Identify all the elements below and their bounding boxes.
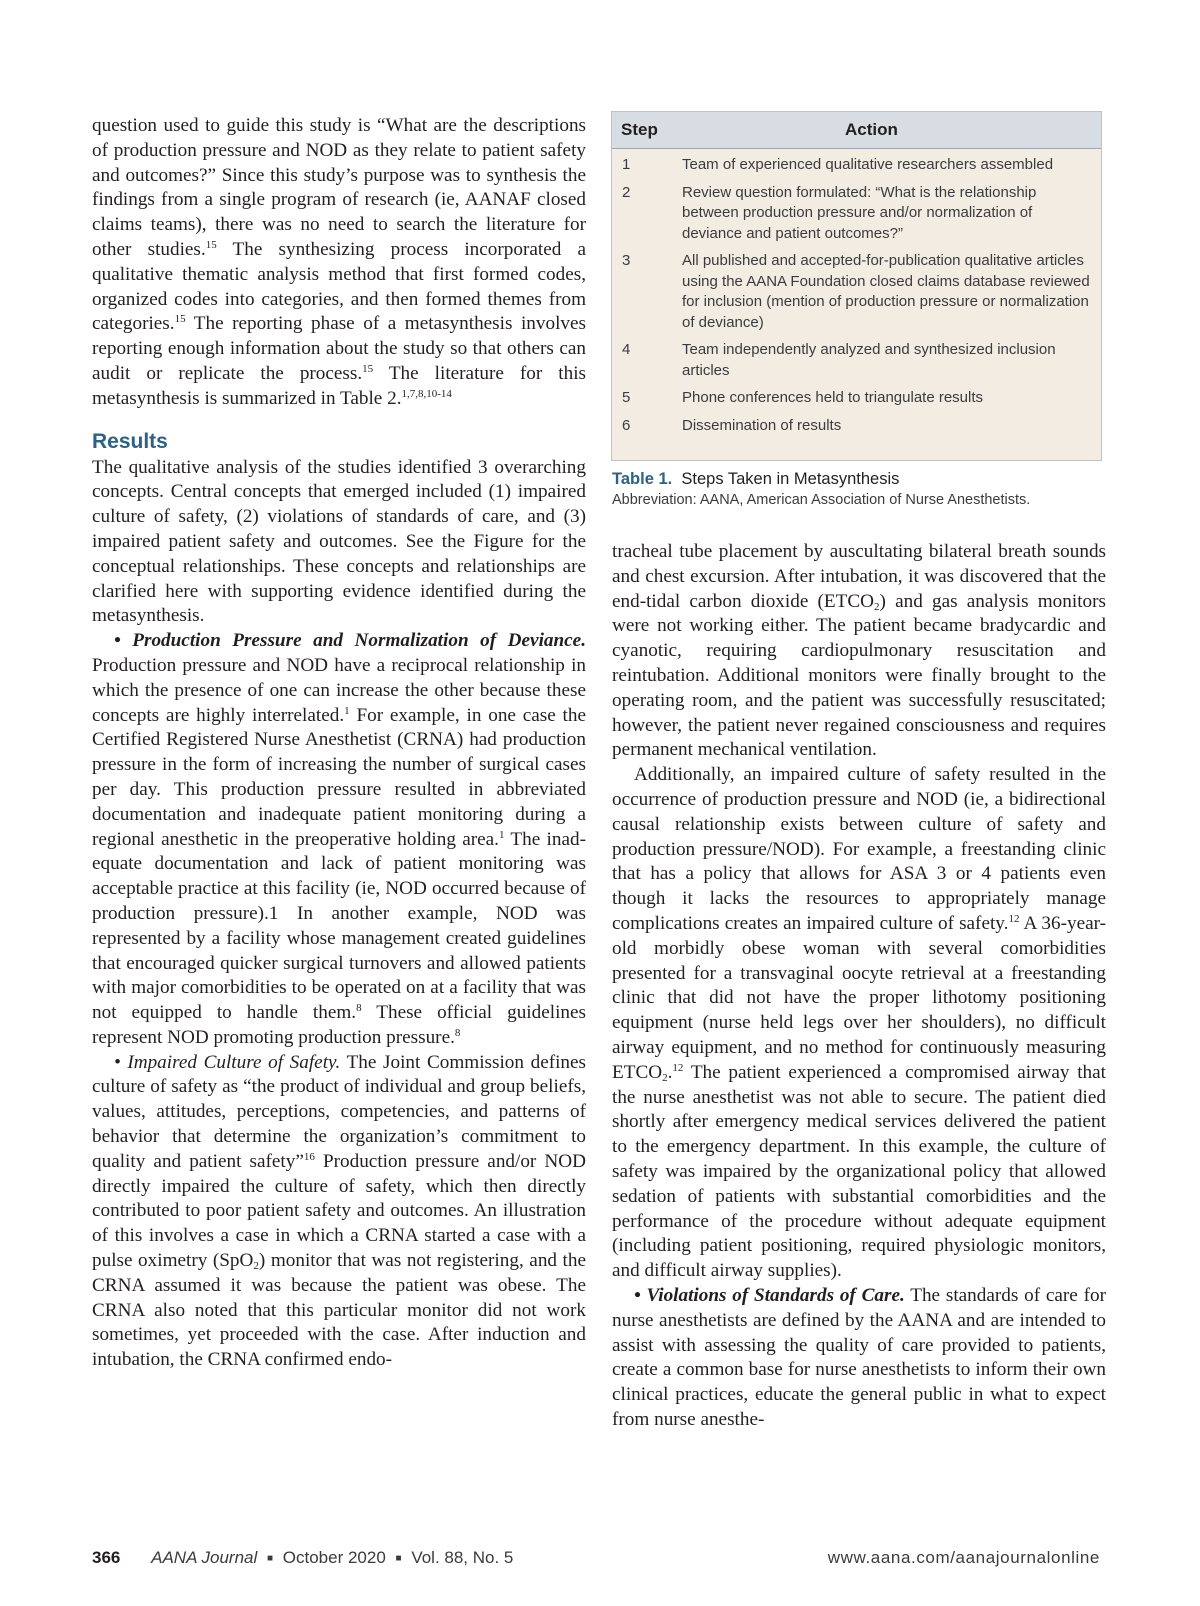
- table-row: [612, 155, 1101, 176]
- page-footer: [92, 1548, 1100, 1572]
- table-header: [612, 112, 1101, 149]
- step-number: 1: [622, 156, 631, 173]
- production-pressure-paragraph: • Production Pressure and Normalization of Deviance. Production pressure and NOD have a reciprocal relationship in which the presence of one can increase the other because these concepts are highly interrelated.$^1$ For example, in one case the Certified Registered Nurse Anesthetist (CRNA) had production pressure in the form of increasing the number of surgical cases per day. This production pressure resulted in abbreviated documentation and inadequate patient monitoring during a regional anesthetic in the preoperative holding area.$^1$ The inadequate documentation and lack of patient monitoring was acceptable practice at this facility (ie, NOD occurred because of production pressure).1 In another example, NOD was represented by a facility whose management created guidelines that encouraged quicker surgical turnovers and allowed patients with major comorbidities to be operated on at a facility that was not equipped to handle them.$^8$ These official guidelines represent NOD promoting production pressure.$^8$: [92, 630, 586, 1048]
- header-action: Action: [845, 120, 898, 139]
- step-number: 6: [622, 416, 631, 434]
- separator-icon: ■: [267, 1553, 274, 1564]
- step-number: 4: [622, 341, 631, 358]
- results-paragraph: The qualitative analysis of the studies identified 3 overarching concepts. Central concepts that emerged included (1) impaired culture of safety, (2) violations of standards of care, and (3) impaired patient safety and outcomes. See the Figure for the conceptual relationships. These concepts and relationships are clarified here with supporting evidence identified during the metasynthesis.: [92, 456, 586, 627]
- left-column: [92, 114, 586, 1373]
- intro-paragraph: question used to guide this study is “What are the descriptions of production pressure and NOD as they relate to patient safety and outcomes?” Since this study’s purpose was to synthesis the findings from a single program of research (ie, AANAF closed claims teams), there was no need to search the literature for other studies.$^{15}$ The synthesizing process incorporated a qualitative thematic analysis method that first formed codes, organized codes into categories, and then formed themes from categories.$^{15}$ The reporting phase of a metasynthesis involves reporting enough information about the study so that others can audit or replicate the process.$^{15}$ The literature for this metasynthesis is summarized in Table 2.$^{1,7,8,10-14}$: [92, 115, 586, 409]
- table-row: [612, 251, 1101, 333]
- page-number: 366: [92, 1548, 121, 1567]
- separator-icon: ■: [395, 1553, 402, 1564]
- results-heading: Results: [92, 429, 168, 453]
- table-caption: [612, 470, 1132, 508]
- bidirectional-paragraph: Additionally, an impaired culture of safety resulted in the occurrence of production pressure and NOD (ie, a bidirectional causal relationship exists between culture of safety and production pressure/NOD). For example, a freestanding clinic that has a policy that allows for ASA 3 or 4 patients even though it lacks the resources to appropriately manage complications creates an impaired culture of safety.$^{12}$ A 36-year-old morbidly obese woman with several comorbidities presented for a transvaginal oocyte retrieval at a freestanding clinic that did not have the proper lithotomy positioning equipment (nurse held legs over her shoulders), no difficult airway equipment, and no method for continuously measuring $ETCO_2.^{12}$ The patient experienced a compromised airway that the nurse anesthetist was not able to secure. The patient died shortly after emergency medical services delivered the patient to the emergency department. In this example, the culture of safety was impaired by the organizational policy that allowed sedation of patients with substantial comorbidities and the performance of the procedure without adequate equipment (including patient positioning, required physiologic monitors, and difficult airway supplies).: [612, 764, 1106, 1282]
- table-body: [612, 149, 1101, 436]
- journal-name: AANA Journal: [151, 1548, 258, 1567]
- step-action: Team of experienced qualitative researchers assembled: [682, 156, 1054, 173]
- culture-of-safety-heading: • Impaired Culture of Safety.: [114, 1051, 341, 1073]
- journal-url[interactable]: www.aana.com/aanajournalonline: [827, 1548, 1100, 1567]
- right-column: [612, 540, 1106, 1433]
- case-continuation-paragraph: tracheal tube placement by auscultating bilateral breath sounds and chest excursion. After intubation, it was discovered that the end-tidal carbon dioxide $(ETCO_2)$ and gas analysis monitors were not working either. The patient became bradycardic and cyanotic, requiring cardiopulmonary resuscitation and reintubation. Additional monitors were finally brought to the operating room, and the patient was successfully resuscitated; however, the patient never regained consciousness and requires permanent mechanical ventilation.: [612, 541, 1106, 761]
- step-action: Review question formulated: “What is the relationship between production pressure and/or normalization of deviance and patient outcomes?”: [682, 183, 1037, 242]
- step-number: 2: [622, 183, 631, 201]
- standards-of-care-heading: • Violations of Standards of Care.: [634, 1284, 905, 1306]
- steps-table: [611, 111, 1102, 461]
- caption-label: Table 1.: [612, 470, 673, 488]
- volume: Vol. 88, No. 5: [411, 1548, 514, 1567]
- step-action: All published and accepted-for-publication qualitative articles using the AANA Foundation closed claims database reviewed for inclusion (mention of production pressure or normalization of deviance): [682, 252, 1090, 331]
- issue-date: October 2020: [282, 1548, 386, 1567]
- table-row: [612, 388, 1101, 409]
- table-row: [612, 416, 1101, 437]
- table-abbreviation: Abbreviation: AANA, American Association of Nurse Anesthetists.: [612, 492, 1031, 508]
- table-row: [612, 183, 1101, 245]
- step-action: Team independently analyzed and synthesized inclusion articles: [682, 341, 1056, 379]
- step-action: Dissemination of results: [682, 416, 842, 434]
- culture-of-safety-paragraph: • Impaired Culture of Safety. The Joint Commission defines culture of safety as “the product of individual and group beliefs, values, attitudes, perceptions, competencies, and patterns of behavior that determine the organization’s commitment to quality and patient safety”$^{16}$ Production pressure and/or NOD directly impaired the culture of safety, which then directly contributed to poor patient safety and outcomes. An illustration of this involves a case in which a CRNA started a case with a pulse oximetry (SpO$_2$) monitor that was not registering, and the CRNA assumed it was because the patient was obese. The CRNA also noted that this particular monitor did not work sometimes, yet proceeded with the case. After induction and intubation, the CRNA confirmed endo-: [92, 1051, 587, 1371]
- step-action: Phone conferences held to triangulate results: [682, 389, 984, 406]
- step-number: 3: [622, 252, 631, 269]
- standards-of-care-paragraph: • Violations of Standards of Care. The standards of care for nurse anesthetists are defined by the AANA and are intended to assist with assessing the quality of care provided to patients, create a common base for nurse anesthetists to inform their own clinical practices, educate the general public in what to expect from nurse anesthe-: [612, 1284, 1106, 1430]
- table-row: [612, 340, 1101, 381]
- production-pressure-heading: • Production Pressure and Normalization of Deviance.: [114, 630, 586, 652]
- step-number: 5: [622, 389, 631, 406]
- caption-title: Table 1. Steps Taken in Metasynthesis: [612, 470, 900, 488]
- header-step: Step: [621, 120, 658, 139]
